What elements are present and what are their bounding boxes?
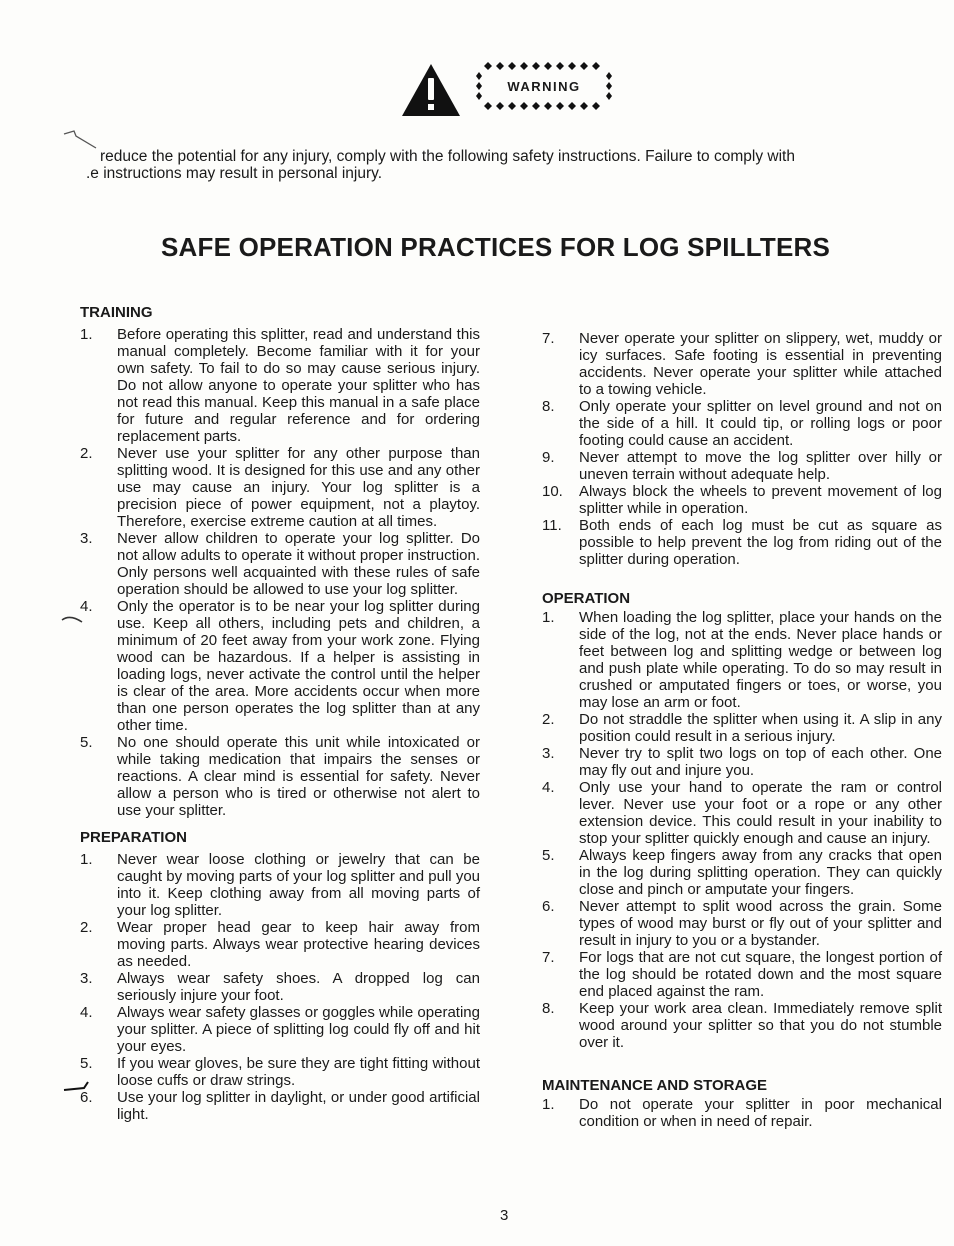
list-item (80, 326, 480, 445)
list-item (542, 745, 942, 779)
item-text: Always wear safety shoes. A dropped log can seriously injure your foot. (117, 970, 480, 1004)
item-text: Use your log splitter in daylight, or under good artificial light. (117, 1089, 480, 1123)
item-number: 3. (542, 745, 555, 762)
list-item (542, 1096, 942, 1130)
list-item (542, 847, 942, 898)
item-number: 5. (542, 847, 555, 864)
item-number: 2. (80, 919, 93, 936)
item-text: Do not straddle the splitter when using it. A slip in any position could result in a serious injury. (579, 711, 942, 745)
item-text: Never attempt to move the log splitter over hilly or uneven terrain without adequate help. (579, 449, 942, 483)
item-text: Never allow children to operate your log splitter. Do not allow adults to operate it without proper instruction. Only persons well acquainted with these rules of safe operation should be allowed to use your log splitter. (117, 530, 480, 598)
item-number: 10. (542, 483, 563, 500)
item-text: Never attempt to split wood across the grain. Some types of wood may burst or fly out of your splitter and result in injury to you or a bystander. (579, 898, 942, 949)
scan-artifact-mark (62, 1080, 92, 1094)
item-number: 5. (80, 1055, 93, 1072)
list-item (80, 1004, 480, 1055)
item-text: When loading the log splitter, place your hands on the side of the log, not at the ends. Never place hands or feet between log and splitting wedge or between log and push plate while operating. To do so may result in crushed or amputated fingers or toes, or worse, you may lose an arm or foot. (579, 609, 942, 711)
item-number: 1. (542, 609, 555, 626)
training-list-continued (542, 330, 942, 568)
maintenance-section (542, 1077, 942, 1130)
item-text: No one should operate this unit while intoxicated or while taking medication that impairs the senses or reactions. A clear mind is essential for safety. Never allow a person who is tired or otherwise not alert to use your splitter. (117, 734, 480, 819)
diamond-border-icon (484, 102, 604, 110)
item-number: 8. (542, 398, 555, 415)
section-heading: PREPARATION (80, 829, 187, 846)
list-item (80, 1089, 480, 1123)
item-text: Only use your hand to operate the ram or control lever. Never use your foot or a rope or any other extension device. This could result in your inability to stop your splitter quickly enough and cause an injury. (579, 779, 942, 847)
training-list (80, 326, 480, 819)
list-item (80, 919, 480, 970)
item-number: 5. (80, 734, 93, 751)
item-number: 6. (80, 1089, 93, 1106)
list-item (542, 711, 942, 745)
item-number: 1. (80, 851, 93, 868)
operation-list (542, 609, 942, 1051)
warning-label: WARNING (507, 79, 581, 94)
item-text: Both ends of each log must be cut as square as possible to help prevent the log from riding out of the splitter during operation. (579, 517, 942, 568)
section-heading: TRAINING (80, 304, 153, 321)
list-item (80, 970, 480, 1004)
list-item (80, 1055, 480, 1089)
preparation-section (80, 829, 480, 1123)
diamond-border-icon (484, 62, 604, 70)
operation-section (542, 590, 942, 1051)
item-text: Wear proper head gear to keep hair away from moving parts. Always wear protective hearing devices as needed. (117, 919, 480, 970)
section-heading: MAINTENANCE AND STORAGE (542, 1077, 768, 1094)
preparation-list (80, 851, 480, 1123)
list-item (542, 949, 942, 1000)
list-item (80, 445, 480, 530)
list-item (80, 851, 480, 919)
list-item (542, 898, 942, 949)
item-number: 1. (542, 1096, 555, 1113)
item-number: 3. (80, 970, 93, 987)
item-number: 7. (542, 330, 555, 347)
item-number: 3. (80, 530, 93, 547)
left-column (80, 304, 480, 1133)
list-item (80, 598, 480, 734)
item-text: Never operate your splitter on slippery, wet, muddy or icy surfaces. Safe footing is essential in preventing accidents. Never operate your splitter while attached to a towing vehicle. (579, 330, 942, 398)
item-text: Only the operator is to be near your log splitter during use. Keep all others, including pets and children, a minimum of 20 feet away from your work zone. Flying wood can be hazardous. If a helper is assisting in loading logs, never activate the control until the helper is clear of the area. More accidents occur when more than one person operates the log splitter than at any other time. (117, 598, 480, 734)
intro-line-1: reduce the potential for any injury, comply with the following safety instructions. Failure to comply with (100, 148, 795, 165)
list-item (80, 734, 480, 819)
page-title: SAFE OPERATION PRACTICES FOR LOG SPILLTERS (161, 232, 831, 262)
training-continued-section (542, 330, 942, 568)
item-number: 4. (80, 1004, 93, 1021)
item-number: 4. (542, 779, 555, 796)
scan-artifact-mark (60, 612, 86, 626)
item-text: Never wear loose clothing or jewelry that can be caught by moving parts of your log splitter and pull you into it. Keep clothing away from all moving parts of your log splitter. (117, 851, 480, 919)
item-text: Never try to split two logs on top of each other. One may fly out and injure you. (579, 745, 942, 779)
item-text: Only operate your splitter on level ground and not on the side of a hill. It could tip, or rolling logs or poor footing could cause an accident. (579, 398, 942, 449)
warning-banner (400, 58, 615, 124)
item-number: 9. (542, 449, 555, 466)
list-item (542, 517, 942, 568)
item-number: 4. (80, 598, 93, 615)
item-text: Never use your splitter for any other purpose than splitting wood. It is designed for this use and any other use may cause an injury. Your log splitter is a precision piece of power equipment, not a playtoy. Therefore, exercise extreme caution at all times. (117, 445, 480, 530)
intro-text (78, 148, 928, 182)
training-section (80, 304, 480, 819)
item-number: 2. (80, 445, 93, 462)
item-text: Always block the wheels to prevent movement of log splitter while in operation. (579, 483, 942, 517)
list-item (542, 1000, 942, 1051)
item-number: 11. (542, 517, 562, 534)
list-item (542, 779, 942, 847)
warning-label-box (476, 62, 612, 108)
maintenance-list (542, 1096, 942, 1130)
item-text: For logs that are not cut square, the longest portion of the log should be rotated down and the most square end placed against the ram. (579, 949, 942, 1000)
right-column (542, 330, 942, 1140)
item-text: Always wear safety glasses or goggles while operating your splitter. A piece of splitting log could fly off and hit your eyes. (117, 1004, 480, 1055)
intro-line-2: .e instructions may result in personal injury. (86, 165, 383, 182)
list-item (542, 330, 942, 398)
item-number: 6. (542, 898, 555, 915)
item-text: Keep your work area clean. Immediately remove split wood around your splitter so that you do not stumble over it. (579, 1000, 942, 1051)
list-item (542, 449, 942, 483)
item-number: 8. (542, 1000, 555, 1017)
item-number: 1. (80, 326, 93, 343)
warning-triangle-icon (400, 62, 462, 118)
item-text: If you wear gloves, be sure they are tight fitting without loose cuffs or draw strings. (117, 1055, 480, 1089)
list-item (80, 530, 480, 598)
item-number: 7. (542, 949, 555, 966)
list-item (542, 483, 942, 517)
list-item (542, 609, 942, 711)
item-text: Before operating this splitter, read and understand this manual completely. Become familiar with it for your own safety. To fail to do so may cause serious injury. Do not allow anyone to operate your splitter who has not read this manual. Keep this manual in a safe place for future and regular reference and for ordering replacement parts. (117, 326, 480, 445)
section-heading: OPERATION (542, 590, 631, 607)
item-text: Do not operate your splitter in poor mechanical condition or when in need of repair. (579, 1096, 942, 1130)
item-text: Always keep fingers away from any cracks that open in the log during splitting operation. They can quickly close and pinch or amputate your fingers. (579, 847, 942, 898)
list-item (542, 398, 942, 449)
diamond-border-icon (606, 72, 612, 100)
item-number: 2. (542, 711, 555, 728)
page-number: 3 (500, 1207, 509, 1224)
scan-artifact-mark (62, 128, 102, 150)
